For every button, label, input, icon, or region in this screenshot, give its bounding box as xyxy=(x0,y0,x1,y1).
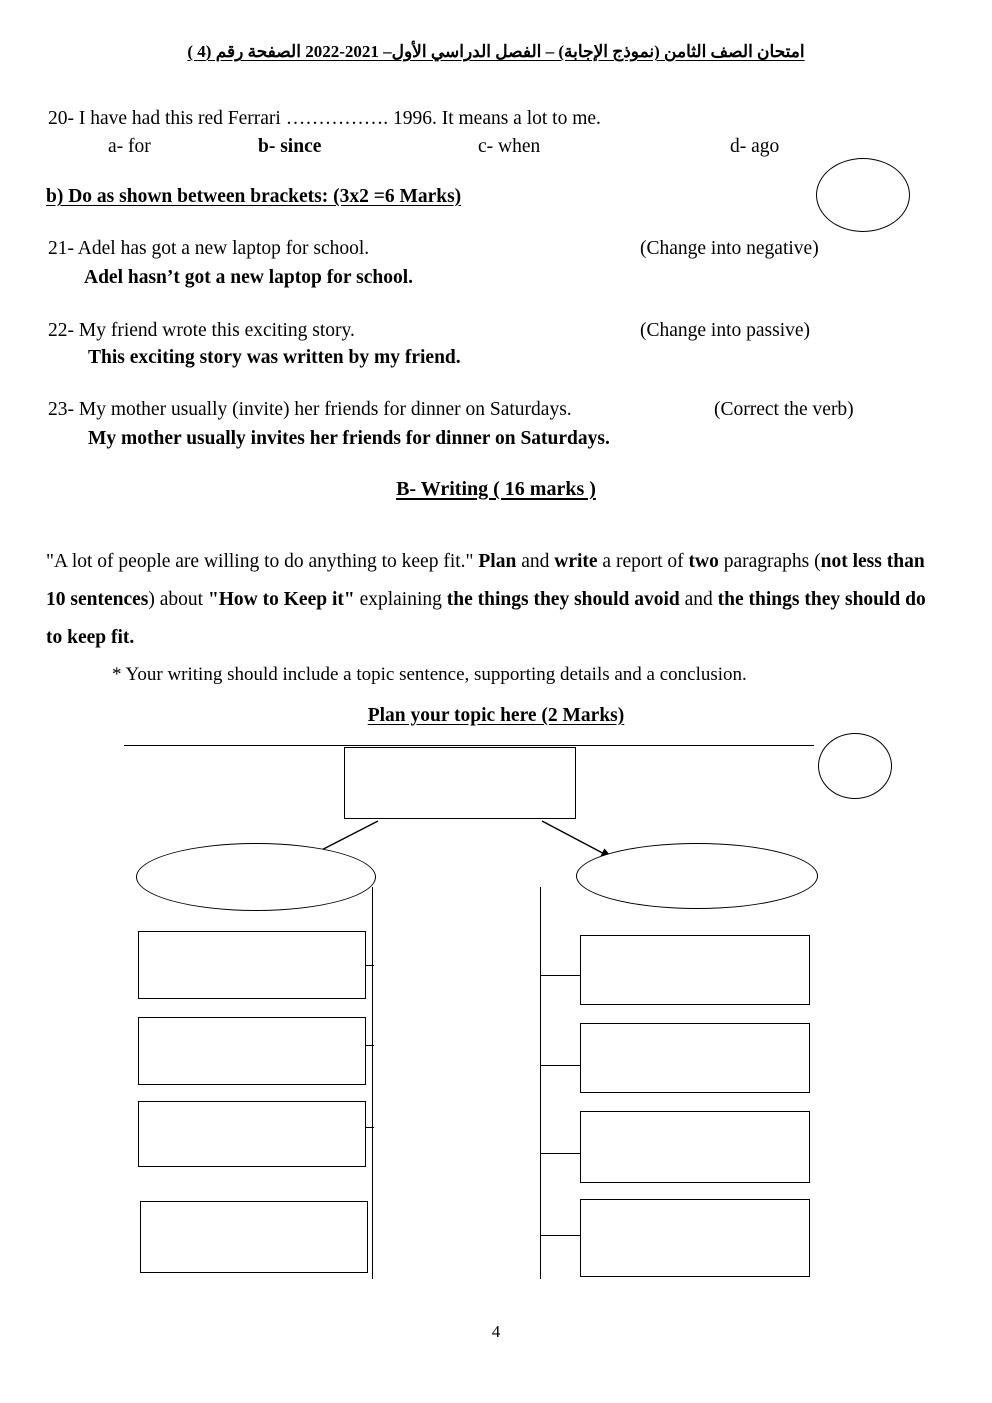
diagram-left-oval[interactable] xyxy=(136,843,376,911)
writing-section-heading-text: B- Writing ( 16 marks ) xyxy=(396,478,596,500)
question-21-answer: Adel hasn’t got a new laptop for school. xyxy=(84,267,413,288)
diagram-right-stub-2 xyxy=(540,1065,582,1066)
diagram-right-stub-3 xyxy=(540,1153,582,1154)
diagram-left-box-1[interactable] xyxy=(138,931,366,999)
diagram-left-box-4[interactable] xyxy=(140,1201,368,1273)
writing-prompt-part-5: two xyxy=(688,551,719,572)
diagram-right-box-4[interactable] xyxy=(580,1199,810,1277)
diagram-left-box-3[interactable] xyxy=(138,1101,366,1167)
diagram-left-spine xyxy=(372,887,373,1279)
diagram-right-box-2[interactable] xyxy=(580,1023,810,1093)
writing-prompt-part-13: the things they should do to keep fit. xyxy=(46,589,926,649)
diagram-right-box-1[interactable] xyxy=(580,935,810,1005)
writing-prompt-part-12: and xyxy=(679,589,718,611)
question-22-text: 22- My friend wrote this exciting story. xyxy=(48,320,355,341)
diagram-left-box-2[interactable] xyxy=(138,1017,366,1085)
page-header xyxy=(0,40,992,65)
writing-prompt xyxy=(46,543,932,657)
diagram-right-oval[interactable] xyxy=(576,843,818,909)
grader-mark-circle-top xyxy=(816,158,910,232)
diagram-right-box-3[interactable] xyxy=(580,1111,810,1183)
writing-prompt-part-7: not less than 10 sentences xyxy=(46,551,925,611)
question-22-instruction: (Change into passive) xyxy=(640,320,811,341)
writing-prompt-part-0: "A lot of people are willing to do anything to keep fit." xyxy=(46,551,479,572)
writing-prompt-part-11: the things they should avoid xyxy=(446,589,680,611)
writing-prompt-part-10: explaining xyxy=(354,589,447,611)
diagram-right-spine xyxy=(540,887,541,1279)
writing-section-heading xyxy=(0,478,992,501)
section-b-heading: b) Do as shown between brackets: (3x2 =6 Marks) xyxy=(46,186,462,207)
planning-diagram xyxy=(0,735,992,1295)
question-22-answer: This exciting story was written by my friend. xyxy=(88,347,461,368)
question-20-option-b: b- since xyxy=(258,136,322,157)
question-21-text: 21- Adel has got a new laptop for school. xyxy=(48,238,370,259)
diagram-right-stub-4 xyxy=(540,1235,582,1236)
question-23-instruction: (Correct the verb) xyxy=(714,399,854,420)
writing-note: * Your writing should include a topic sentence, supporting details and a conclusion. xyxy=(112,664,747,685)
question-20-option-c: c- when xyxy=(478,136,541,157)
plan-heading xyxy=(0,705,992,727)
question-23-answer: My mother usually invites her friends for dinner on Saturdays. xyxy=(88,428,610,449)
writing-prompt-part-2: and xyxy=(516,551,555,572)
writing-prompt-part-9: "How to Keep it" xyxy=(207,589,355,611)
writing-prompt-part-6: paragraphs ( xyxy=(718,551,821,572)
page-number: 4 xyxy=(491,1322,501,1341)
question-20-text: 20- I have had this red Ferrari ……………. 1996. It means a lot to me. xyxy=(48,108,601,129)
header-title: امتحان الصف الثامن (نموذج الإجابة) – الفصل الدراسي الأول– 2021-2022 الصفحة رقم (4 ) xyxy=(187,42,805,61)
plan-heading-text: Plan your topic here (2 Marks) xyxy=(367,705,625,726)
diagram-right-stub-1 xyxy=(540,975,582,976)
question-20-option-a: a- for xyxy=(108,136,151,157)
question-21-instruction: (Change into negative) xyxy=(640,238,819,259)
writing-prompt-part-8: ) about xyxy=(148,589,208,611)
question-20-option-d: d- ago xyxy=(730,136,780,157)
writing-prompt-part-4: a report of xyxy=(597,551,689,572)
writing-prompt-part-3: write xyxy=(554,551,598,572)
question-23-text: 23- My mother usually (invite) her friends for dinner on Saturdays. xyxy=(48,399,572,420)
writing-prompt-part-1: Plan xyxy=(478,551,517,572)
